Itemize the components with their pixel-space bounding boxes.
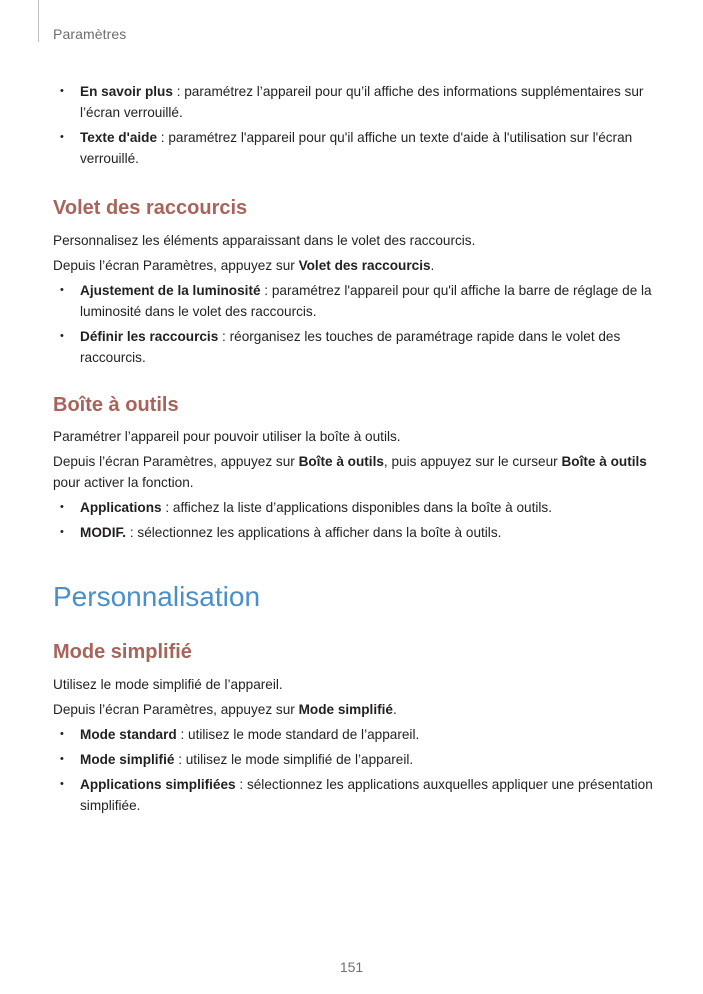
section-description: Personnalisez les éléments apparaissant dans le volet des raccourcis.	[53, 233, 476, 248]
bullet-term: MODIF.	[80, 525, 127, 540]
bullet-text: : paramétrez l'appareil pour qu'il affiche un texte d'aide à l'utilisation sur l'écran verrouillé.	[80, 130, 633, 166]
bullet-text: : sélectionnez les applications à afficher dans la boîte à outils.	[126, 525, 502, 540]
menu-reference: Boîte à outils	[561, 454, 647, 469]
bullet-text: : utilisez le mode standard de l’appareil.	[176, 727, 420, 742]
bullet-term: Applications	[80, 500, 162, 515]
bullet-text: : paramétrez l’appareil pour qu’il affiche des informations supplémentaires sur l’écran verrouillé.	[80, 84, 644, 120]
bullet-text: : affichez la liste d’applications disponibles dans la boîte à outils.	[161, 500, 553, 515]
menu-reference: Boîte à outils	[298, 454, 384, 469]
list-item	[53, 522, 653, 543]
menu-reference: Volet des raccourcis	[298, 258, 431, 273]
section-description: Utilisez le mode simplifié de l’appareil.	[53, 677, 283, 692]
list-item	[53, 81, 653, 123]
simple-mode-bullet-list	[53, 724, 653, 816]
section-heading-shortcuts: Volet des raccourcis	[53, 197, 248, 219]
shortcuts-bullet-list	[53, 280, 653, 368]
navigation-path: Depuis l’écran Paramètres, appuyez sur Boîte à outils, puis appuyez sur le curseur Boîte à outils pour activer la fonction.	[53, 454, 647, 490]
bullet-text: : sélectionnez les applications auxquelles appliquer une présentation simplifiée.	[80, 777, 653, 813]
running-header: Paramètres	[53, 26, 127, 42]
intro-bullet-list	[53, 81, 653, 169]
list-item	[53, 497, 653, 518]
bullet-text: : réorganisez les touches de paramétrage rapide dans le volet des raccourcis.	[80, 329, 621, 365]
list-item	[53, 127, 653, 169]
bullet-term: En savoir plus	[80, 84, 173, 99]
bullet-text: : paramétrez l'appareil pour qu'il affiche la barre de réglage de la luminosité dans le volet des raccourcis.	[80, 283, 652, 319]
navigation-path: Depuis l’écran Paramètres, appuyez sur Volet des raccourcis.	[53, 258, 435, 273]
bullet-term: Ajustement de la luminosité	[80, 283, 261, 298]
bullet-term: Définir les raccourcis	[80, 329, 219, 344]
list-item	[53, 774, 653, 816]
bullet-term: Mode simplifié	[80, 752, 175, 767]
list-item	[53, 749, 653, 770]
section-heading-simple-mode: Mode simplifié	[53, 641, 192, 663]
list-item	[53, 280, 653, 322]
section-heading-toolbox: Boîte à outils	[53, 394, 179, 416]
page-content	[53, 81, 653, 820]
chapter-heading: Personnalisation	[53, 581, 261, 612]
bullet-term: Applications simplifiées	[80, 777, 236, 792]
header-rule	[38, 0, 39, 42]
section-description: Paramétrer l’appareil pour pouvoir utiliser la boîte à outils.	[53, 429, 401, 444]
bullet-term: Texte d'aide	[80, 130, 158, 145]
bullet-term: Mode standard	[80, 727, 177, 742]
page-number: 151	[339, 959, 364, 975]
toolbox-bullet-list	[53, 497, 653, 543]
navigation-path: Depuis l’écran Paramètres, appuyez sur Mode simplifié.	[53, 702, 397, 717]
menu-reference: Mode simplifié	[298, 702, 393, 717]
list-item	[53, 326, 653, 368]
bullet-text: : utilisez le mode simplifié de l’appareil.	[174, 752, 414, 767]
list-item	[53, 724, 653, 745]
